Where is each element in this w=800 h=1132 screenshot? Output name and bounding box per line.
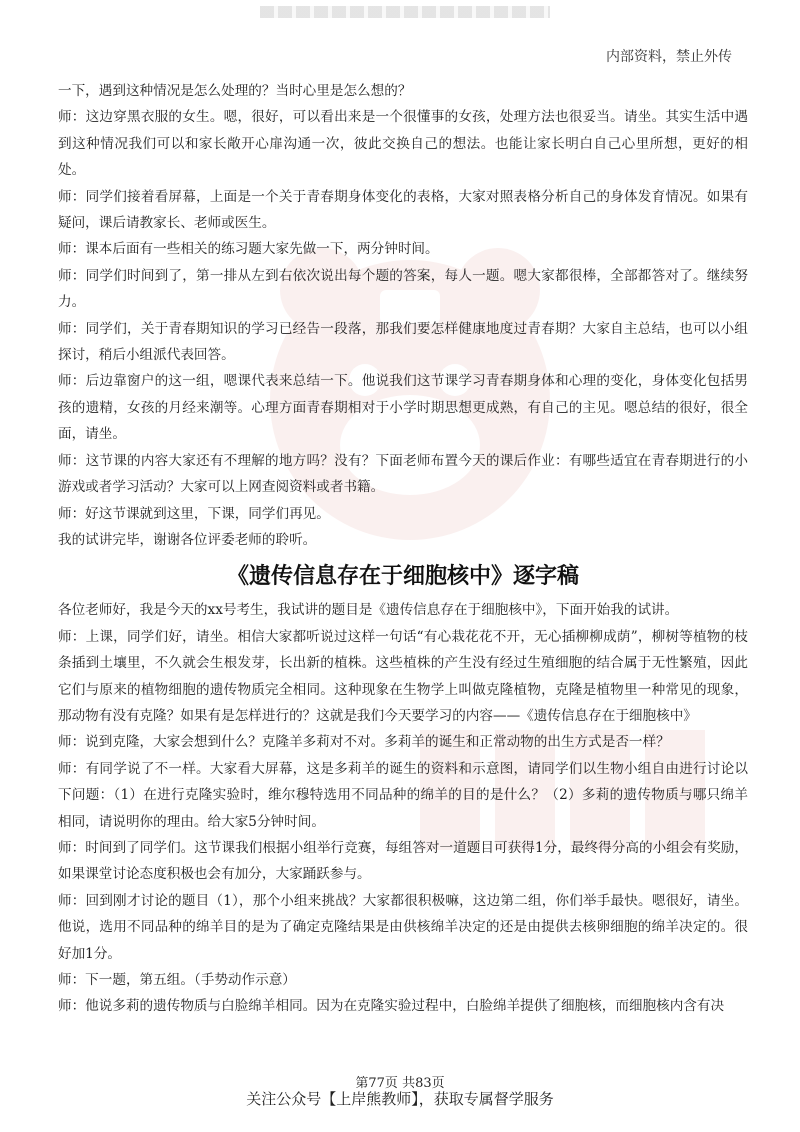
paragraph: 我的试讲完毕，谢谢各位评委老师的聆听。 bbox=[58, 531, 317, 548]
paragraph: 师：这节课的内容大家还有不理解的地方吗？没有？下面老师布置今天的课后作业：有哪些适宜在青春期进行的小游戏或者学习活动？大家可以上网查阅资料或者书籍。 bbox=[58, 452, 748, 496]
paragraph: 师：课本后面有一些相关的练习题大家先做一下，两分钟时间。 bbox=[58, 241, 439, 258]
paragraph: 师：同学们，关于青春期知识的学习已经告一段落，那我们要怎样健康地度过青春期？大家自主总结，也可以小组探讨，稍后小组派代表回答。 bbox=[58, 320, 748, 364]
internal-use-note: 内部资料，禁止外传 bbox=[606, 49, 732, 65]
paragraph: 师：他说多莉的遗传物质与白脸绵羊相同。因为在克隆实验过程中，白脸绵羊提供了细胞核，而细胞核内含有决 bbox=[58, 998, 725, 1015]
paragraph: 一下，遇到这种情况是怎么处理的？当时心里是怎么想的？ bbox=[58, 83, 412, 99]
section-title: 《遗传信息存在于细胞核中》逐字稿 bbox=[226, 563, 579, 590]
paragraph: 师：上课，同学们好，请坐。相信大家都听说过这样一句话“有心栽花花不开，无心插柳柳成荫”，柳树等植物的枝条插到土壤里，不久就会生根发芽，长出新的植株。这些植株的产生没有经过生殖细胞的结合属于无性繁殖，因此它们与原来的植物细胞的遗传物质完全相同。这种现象在生物学上叫做克隆植物，克隆是植物里一种常见的现象，那动物有没有克隆？如果有是怎样进行的？这就是我们今天要学习的内容——《遗传信息存在于细胞核中》 bbox=[58, 628, 748, 724]
paragraph: 师：好这节课就到这里，下课，同学们再见。 bbox=[58, 505, 330, 522]
page-number: 第77页 共83页 bbox=[355, 1076, 445, 1091]
paragraph: 师：说到克隆，大家会想到什么？克隆羊多莉对不对。多莉羊的诞生和正常动物的出生方式是否一样？ bbox=[58, 734, 670, 751]
paragraph: 各位老师好，我是今天的xx号考生，我试讲的题目是《遗传信息存在于细胞核中》，下面开始我的试讲。 bbox=[58, 602, 679, 619]
paragraph: 师：时间到了同学们。这节课我们根据小组举行竞赛，每组答对一道题目可获得1分，最终得分高的小组会有奖励，如果课堂讨论态度积极也会有加分，大家踊跃参与。 bbox=[58, 839, 748, 883]
paragraph: 师：这边穿黑衣服的女生。嗯，很好，可以看出来是一个很懂事的女孩，处理方法也很妥当。请坐。其实生活中遇到这种情况我们可以和家长敞开心扉沟通一次，彼此交换自己的想法。也能让家长明白自己心里所想，更好的相处。 bbox=[58, 109, 748, 179]
lecture-transcript bbox=[58, 597, 748, 1020]
document-body bbox=[58, 78, 748, 1020]
paragraph: 师：有同学说了不一样。大家看大屏幕，这是多莉羊的诞生的资料和示意图，请同学们以生物小组自由进行讨论以下问题：（1）在进行克隆实验时，维尔穆特选用不同品种的绵羊的目的是什么？（2）多莉的遗传物质与哪只绵羊相同，请说明你的理由。给大家5分钟时间。 bbox=[58, 760, 748, 830]
paragraph: 师：同学们接着看屏幕，上面是一个关于青春期身体变化的表格，大家对照表格分析自己的身体发育情况。如果有疑问，课后请教家长、老师或医生。 bbox=[58, 188, 748, 232]
paragraph: 师：同学们时间到了，第一排从左到右依次说出每个题的答案，每人一题。嗯大家都很棒，全部都答对了。继续努力。 bbox=[58, 267, 748, 311]
paragraph: 师：下一题，第五组。（手势动作示意） bbox=[58, 972, 296, 988]
cropped-header-strip bbox=[260, 6, 550, 18]
paragraph: 师：后边靠窗户的这一组，嗯课代表来总结一下。他说我们这节课学习青春期身体和心理的变化，身体变化包括男孩的遗精，女孩的月经来潮等。心理方面青春期相对于小学时期思想更成熟，有自己的主见。嗯总结的很好，很全面，请坐。 bbox=[58, 373, 748, 443]
footer-promo: 关注公众号【上岸熊教师】，获取专属督学服务 bbox=[246, 1090, 554, 1108]
paragraph: 师：回到刚才讨论的题目（1），那个小组来挑战？大家都很积极嘛，这边第二组，你们举手最快。嗯很好，请坐。他说，选用不同品种的绵羊目的是为了确定克隆结果是由供核绵羊决定的还是由提供去核卵细胞的绵羊决定的。很好加1分。 bbox=[58, 892, 748, 962]
